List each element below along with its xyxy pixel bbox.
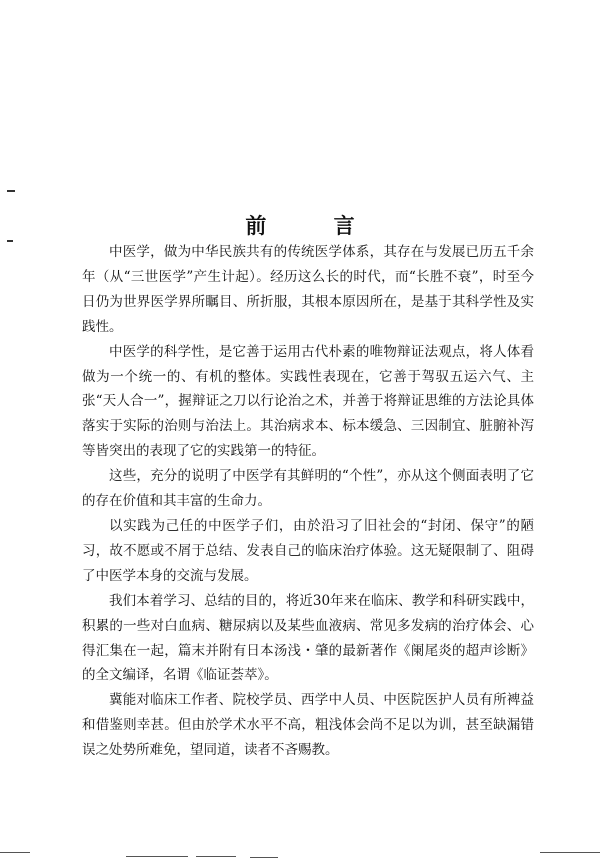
preface-paragraph-1: 中医学，做为中华民族共有的传统医学体系，其存在与发展已历五千余年（从“三世医学”产生计起）。经历这么长的时代，而“长胜不衰”，时至今日仍为世界医学界所瞩目、所折服，其根本原因所在，是基于其科学性及实践性。	[82, 244, 534, 335]
scan-margin-mark	[7, 190, 15, 192]
scan-bottom-rule	[0, 852, 30, 853]
scan-bottom-rule	[250, 857, 278, 858]
preface-paragraph-3: 这些，充分的说明了中医学有其鲜明的“个性”，亦从这个侧面表明了它的存在价值和其丰富的生命力。	[82, 468, 534, 510]
preface-body	[82, 240, 534, 763]
preface-paragraph-2: 中医学的科学性，是它善于运用古代朴素的唯物辩证法观点，将人体看做为一个统一的、有机的整体。实践性表现在，它善于驾驭五运六气、主张“天人合一”，握辩证之刀以行论治之术，并善于将辩证思维的方法论具体落实于实际的治则与治法上。其治病求本、标本缓急、三因制宜、脏腑补泻等皆突出的表现了它的实践第一的特征。	[82, 343, 534, 460]
preface-paragraph-6: 冀能对临床工作者、院校学员、西学中人员、中医院医护人员有所裨益和借鉴则幸甚。但由於学术水平不高，粗浅体会尚不足以为训，甚至缺漏错误之处势所难免，望同道，读者不吝赐教。	[82, 692, 534, 759]
scan-bottom-rule	[196, 856, 236, 857]
scan-bottom-rule	[540, 852, 600, 853]
preface-paragraph-5: 我们本着学习、总结的目的，将近30年来在临床、教学和科研实践中，积累的一些对白血病、糖尿病以及某些血液病、常见多发病的治疗体会、心得汇集在一起，篇末并附有日本汤浅・肇的最新著作《阑尾炎的超声诊断》的全文编译，名谓《临证荟萃》。	[82, 592, 534, 684]
page-title: 前 言	[245, 213, 385, 239]
preface-paragraph-4: 以实践为己任的中医学子们，由於沿习了旧社会的“封闭、保守”的陋习，故不愿或不屑于总结、发表自己的临床治疗体验。这无疑限制了、阻碍了中医学本身的交流与发展。	[82, 517, 534, 584]
scan-margin-mark	[7, 240, 13, 242]
scan-bottom-rule	[126, 856, 188, 857]
